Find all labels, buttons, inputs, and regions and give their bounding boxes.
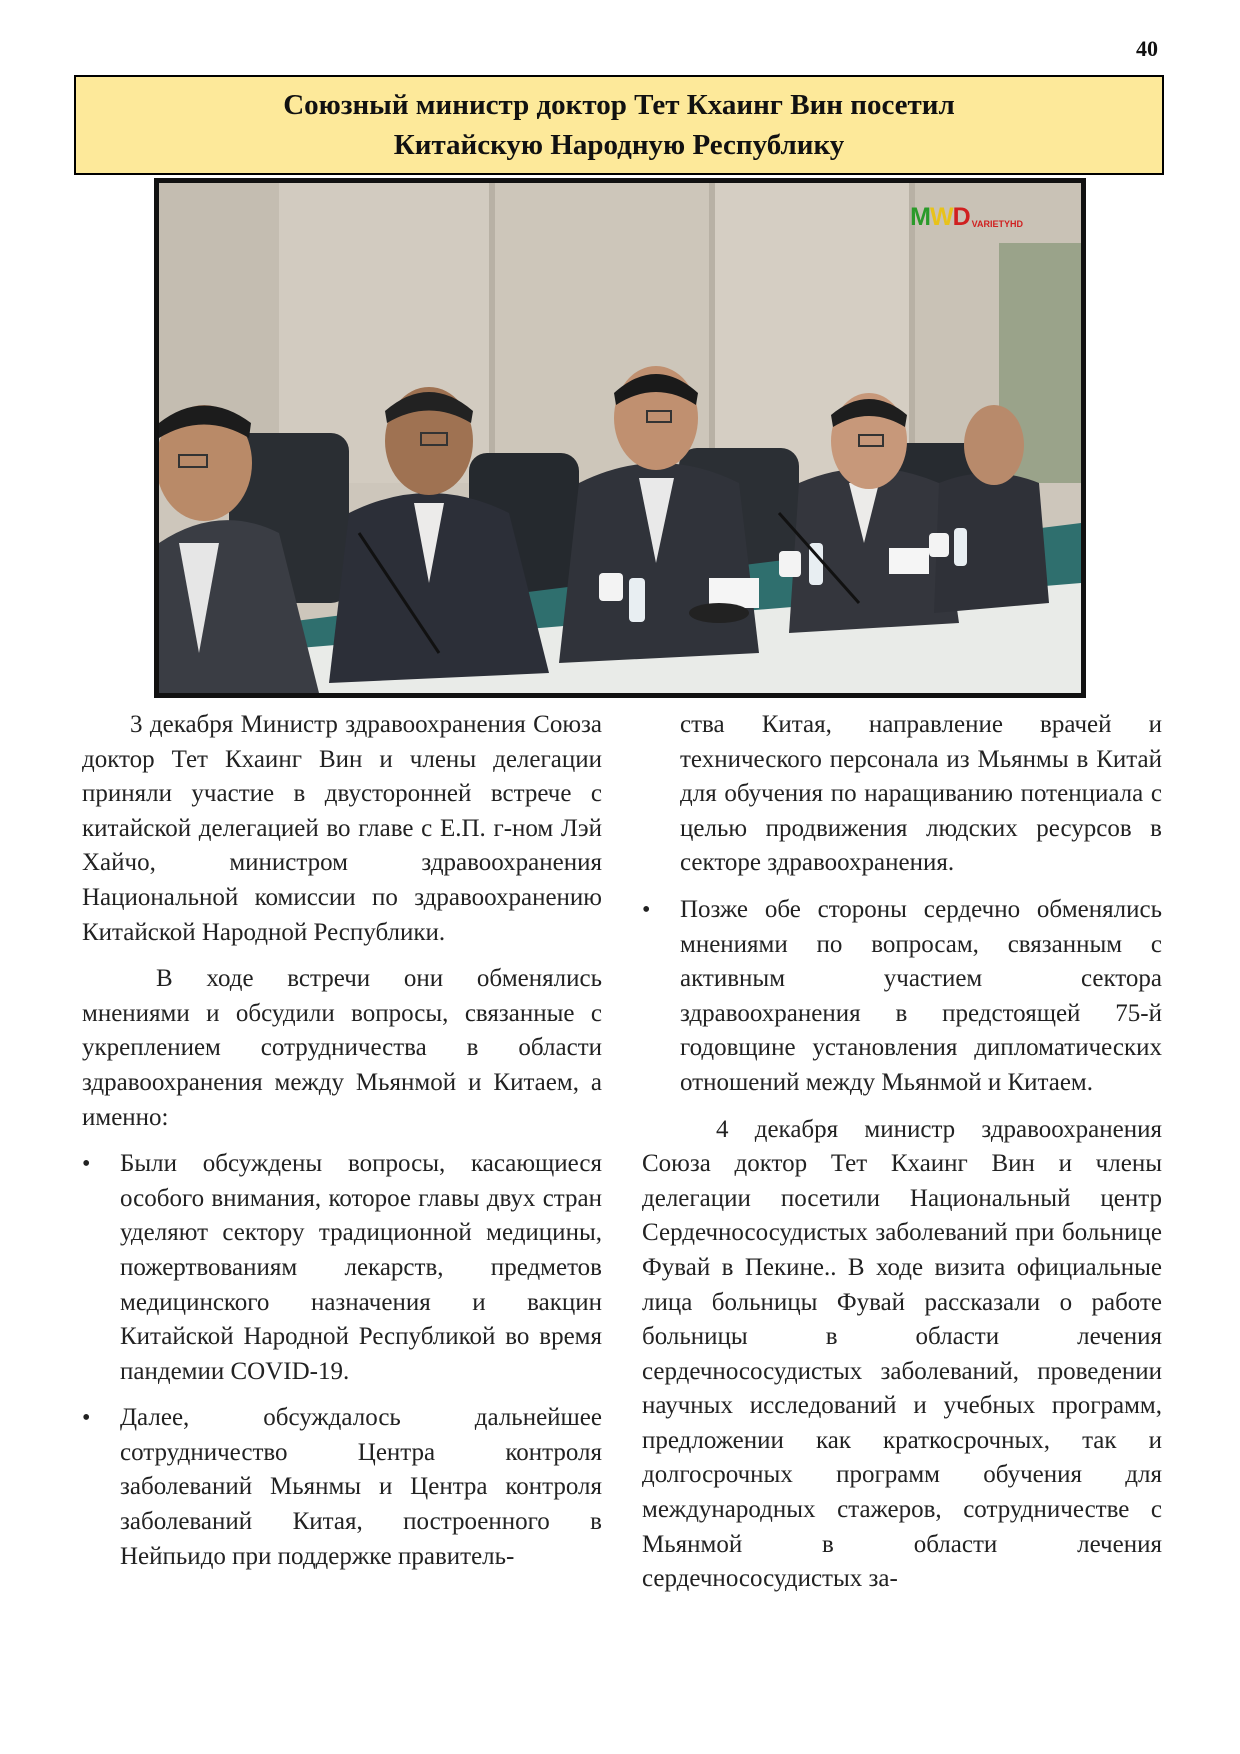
bullet-item-3: • Позже обе стороны сердечно обменялись мнениями по вопросам, связанным с активным участием сектора здравоохранения в предстоящей 75-й годовщине установления дипломатических отношений между Мьянмой и Китаем. <box>642 893 1162 1101</box>
logo-subtext: VARIETYHD <box>971 219 1023 229</box>
paragraph-1: 3 декабря Министр здравоохранения Союза доктор Тет Кхаинг Вин и члены делегации приняли участие в двусторонней встрече с китайской делегацией во главе с Е.П. г-ном Лэй Хайчо, министром здравоохранения Национальной комиссии по здравоохранению Китайской Народной Республики. <box>82 711 602 946</box>
left-column <box>82 708 602 1574</box>
logo-letter-m: M <box>910 203 930 231</box>
bullet-item-1: • Были обсуждены вопросы, касающиеся особого внимания, которое главы двух стран уделяют сектору традиционной медицины, пожертвованиям лекарств, предметов медицинского назначения и вакцин Китайской Народной Республикой во время пандемии COVID-19. <box>82 1147 602 1389</box>
title-line-2: Китайскую Народную Республику <box>393 129 845 161</box>
broadcaster-logo <box>910 203 1023 232</box>
right-column <box>642 708 1162 1597</box>
bullet-item-2: • Далее, обсуждалось дальнейшее сотрудничество Центра контроля заболеваний Мьянмы и Центра контроля заболеваний Китая, построенного в Нейпьидо при поддержке правитель- <box>82 1401 602 1574</box>
page-number: 40 <box>1136 36 1158 61</box>
meeting-scene <box>159 183 1081 693</box>
logo-letter-d: D <box>952 203 970 231</box>
title-line-1: Союзный министр доктор Тет Кхаинг Вин посетил <box>283 89 955 121</box>
article-title <box>74 75 1164 175</box>
bullet-2-continuation: ства Китая, направление врачей и технического персонала из Мьянмы в Китай для обучения по наращиванию потенциала с целью продвижения людских ресурсов в секторе здравоохранения. <box>680 711 1162 877</box>
paragraph-3: 4 декабря министр здравоохранения Союза доктор Тет Кхаинг Вин и члены делегации посетили Национальный центр Сердечнососудистых заболеваний при больнице Фувай в Пекине.. В ходе визита официальные лица больницы Фувай рассказали о работе больницы в области лечения сердечнососудистых заболеваний, проведении научных исследований и учебных программ, предложении как краткосрочных, так и долгосрочных программ обучения для международных стажеров, сотрудничестве с Мьянмой в области лечения сердечнососудистых за- <box>642 1115 1162 1593</box>
meeting-photo <box>154 178 1086 698</box>
paragraph-2: В ходе встречи они обменялись мнениями и обсудили вопросы, связанные с укреплением сотрудничества в области здравоохранения между Мьянмой и Китаем, а именно: <box>82 965 602 1131</box>
logo-letter-w: W <box>929 203 953 231</box>
